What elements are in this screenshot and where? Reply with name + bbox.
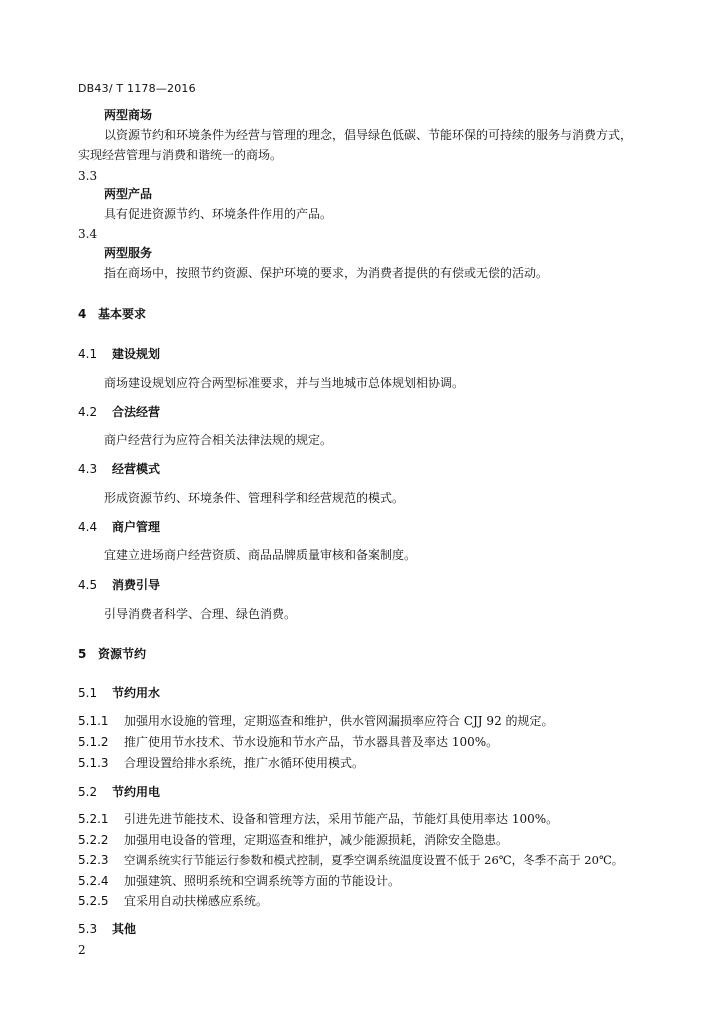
- subsection-title: 合法经营: [112, 405, 161, 419]
- clause-text: 引进先进节能技术、设备和管理方法，采用节能产品，节能灯具使用率达 100%。: [124, 812, 559, 826]
- clause-number: 5.2.4: [78, 874, 109, 888]
- term-definition-text: 以资源节约和环境条件为经营与管理的理念，倡导绿色低碳、节能环保的可持续的服务与消费方式，: [104, 128, 633, 142]
- section-title: 资源节约: [98, 647, 147, 661]
- clause-number: 5.2.5: [78, 894, 109, 908]
- subsection-title: 其他: [112, 922, 137, 936]
- clause-text: 宜采用自动扶梯感应系统。: [124, 894, 269, 908]
- clause-text: 合理设置给排水系统，推广水循环使用模式。: [124, 756, 365, 770]
- clause-text: 空调系统实行节能运行参数和模式控制，夏季空调系统温度设置不低于 26℃，冬季不高于 20℃。: [124, 853, 624, 867]
- subsection-number: 4.4: [78, 520, 98, 534]
- subsection-number: 4.1: [78, 347, 98, 361]
- subsection-number: 5.2: [78, 785, 98, 799]
- term-number: 3.4: [78, 227, 98, 241]
- subsection-title: 消费引导: [112, 578, 161, 592]
- paragraph-text: 宜建立进场商户经营资质、商品品牌质量审核和备案制度。: [104, 548, 417, 562]
- term-title: 两型商场: [104, 108, 153, 122]
- clause-text: 加强用水设施的管理，定期巡查和维护，供水管网漏损率应符合 CJJ 92 的规定。: [124, 714, 554, 728]
- term-definition-text: 具有促进资源节约、环境条件作用的产品。: [104, 207, 333, 221]
- subsection-number: 5.1: [78, 686, 98, 700]
- document-code-header: DB43/ T 1178—2016: [78, 82, 196, 95]
- term-definition-text: 指在商场中，按照节约资源、保护环境的要求，为消费者提供的有偿或无偿的活动。: [104, 266, 549, 280]
- section-title: 基本要求: [98, 307, 147, 321]
- subsection-number: 4.5: [78, 578, 98, 592]
- term-title: 两型产品: [104, 187, 153, 201]
- term-number: 3.3: [78, 169, 98, 183]
- paragraph-text: 引导消费者科学、合理、绿色消费。: [104, 607, 297, 621]
- subsection-number: 4.3: [78, 462, 98, 476]
- subsection-number: 5.3: [78, 922, 98, 936]
- clause-number: 5.2.2: [78, 833, 109, 847]
- clause-number: 5.1.1: [78, 714, 109, 728]
- paragraph-text: 形成资源节约、环境条件、管理科学和经营规范的模式。: [104, 491, 405, 505]
- subsection-title: 节约用水: [112, 686, 161, 700]
- clause-number: 5.1.3: [78, 756, 109, 770]
- subsection-title: 经营模式: [112, 462, 161, 476]
- section-number: 5: [78, 647, 87, 661]
- paragraph-text: 商场建设规划应符合两型标准要求，并与当地城市总体规划相协调。: [104, 376, 465, 390]
- term-definition-text: 实现经营管理与消费和谐统一的商场。: [78, 148, 283, 162]
- subsection-title: 节约用电: [112, 785, 161, 799]
- subsection-number: 4.2: [78, 405, 98, 419]
- paragraph-text: 商户经营行为应符合相关法律法规的规定。: [104, 433, 333, 447]
- clause-number: 5.2.3: [78, 853, 109, 867]
- subsection-title: 商户管理: [112, 520, 161, 534]
- subsection-title: 建设规划: [112, 347, 161, 361]
- clause-text: 推广使用节水技术、节水设施和节水产品，节水器具普及率达 100%。: [124, 735, 499, 749]
- clause-text: 加强用电设备的管理，定期巡查和维护，减少能源损耗，消除安全隐患。: [124, 833, 509, 847]
- clause-number: 5.2.1: [78, 812, 109, 826]
- clause-number: 5.1.2: [78, 735, 109, 749]
- page-number: 2: [78, 943, 86, 957]
- section-number: 4: [78, 307, 87, 321]
- term-title: 两型服务: [104, 246, 153, 260]
- clause-text: 加强建筑、照明系统和空调系统等方面的节能设计。: [124, 874, 401, 888]
